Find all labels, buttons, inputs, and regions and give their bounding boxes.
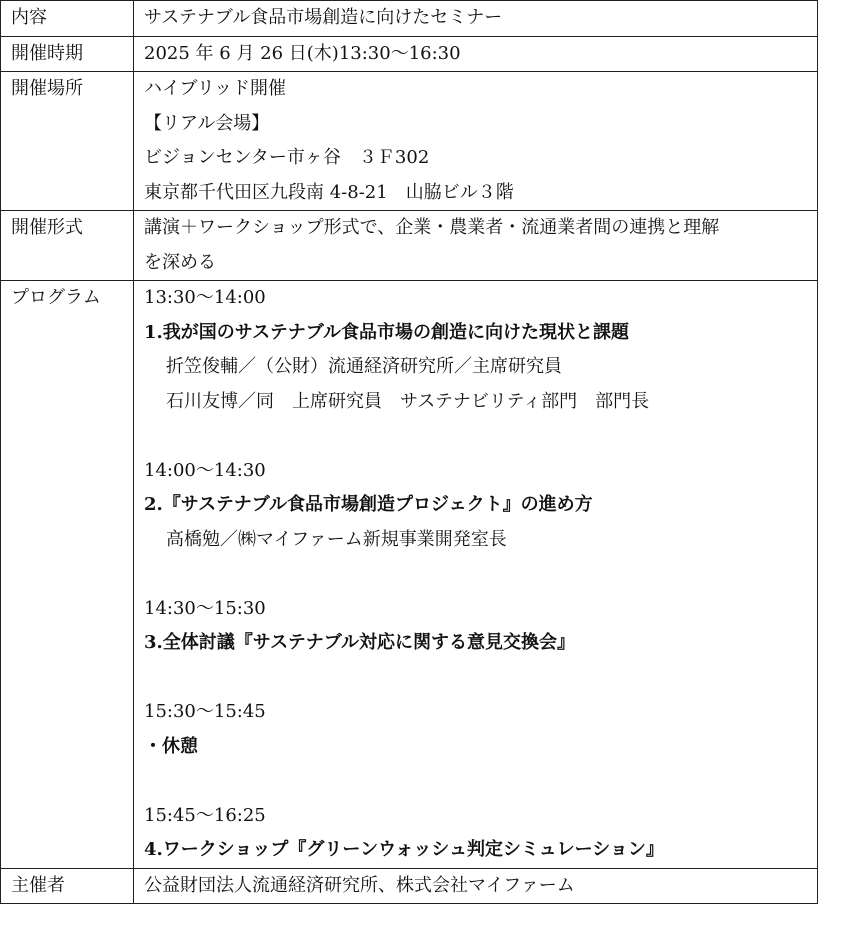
program-title: 3.全体討議『サステナブル対応に関する意見交換会』	[144, 632, 575, 653]
label-datetime: 開催時期	[1, 36, 134, 72]
row-organizer	[1, 868, 818, 904]
program-speaker: 高橋勉／㈱マイファーム新規事業開発室長	[166, 528, 507, 550]
format-line: 講演＋ワークショップ形式で、企業・農業者・流通業者間の連携と理解	[144, 217, 720, 238]
value-datetime: 2025 年 6 月 26 日(木)13:30～16:30	[134, 36, 818, 72]
venue-line: 【リアル会場】	[144, 112, 270, 134]
label-organizer: 主催者	[1, 868, 134, 904]
value-organizer: 公益財団法人流通経済研究所、株式会社マイファーム	[134, 868, 818, 904]
program-time: 14:30～15:30	[144, 597, 266, 619]
program-title: ・休憩	[144, 735, 198, 757]
venue-line: ハイブリッド開催	[144, 78, 287, 99]
value-venue	[134, 72, 818, 211]
label-format: 開催形式	[1, 211, 134, 281]
row-content	[1, 1, 818, 37]
spacer	[144, 661, 817, 696]
program-time: 13:30～14:00	[144, 287, 266, 308]
spacer	[144, 764, 817, 799]
format-line: を深める	[144, 251, 216, 273]
program-time: 14:00～14:30	[144, 459, 266, 481]
program-speaker: 折笠俊輔／（公財）流通経済研究所／主席研究員	[166, 356, 562, 377]
program-item	[144, 592, 817, 696]
program-time: 15:30～15:45	[144, 701, 266, 722]
spacer	[144, 557, 817, 592]
program-item	[144, 695, 817, 799]
value-content: サステナブル食品市場創造に向けたセミナー	[134, 1, 818, 37]
label-content: 内容	[1, 1, 134, 37]
venue-line: ビジョンセンター市ヶ谷 ３Ｆ302	[144, 147, 430, 168]
row-program	[1, 281, 818, 869]
program-speaker: 石川友博／同 上席研究員 サステナビリティ部門 部門長	[166, 390, 650, 412]
spacer	[144, 419, 817, 454]
label-program: プログラム	[1, 281, 134, 869]
program-item	[144, 799, 817, 868]
row-venue	[1, 72, 818, 211]
row-format	[1, 211, 818, 281]
program-item	[144, 281, 817, 454]
program-title: 1.我が国のサステナブル食品市場の創造に向けた現状と課題	[144, 321, 629, 343]
value-format	[134, 211, 818, 281]
program-item	[144, 454, 817, 592]
program-title: 2.『サステナブル食品市場創造プロジェクト』の進め方	[144, 494, 593, 515]
program-title: 4.ワークショップ『グリーンウォッシュ判定シミュレーション』	[144, 839, 664, 860]
program-time: 15:45～16:25	[144, 804, 266, 826]
label-venue: 開催場所	[1, 72, 134, 211]
venue-line: 東京都千代田区九段南 4-8-21 山脇ビル３階	[144, 181, 514, 203]
value-program	[134, 281, 818, 869]
row-datetime	[1, 36, 818, 72]
